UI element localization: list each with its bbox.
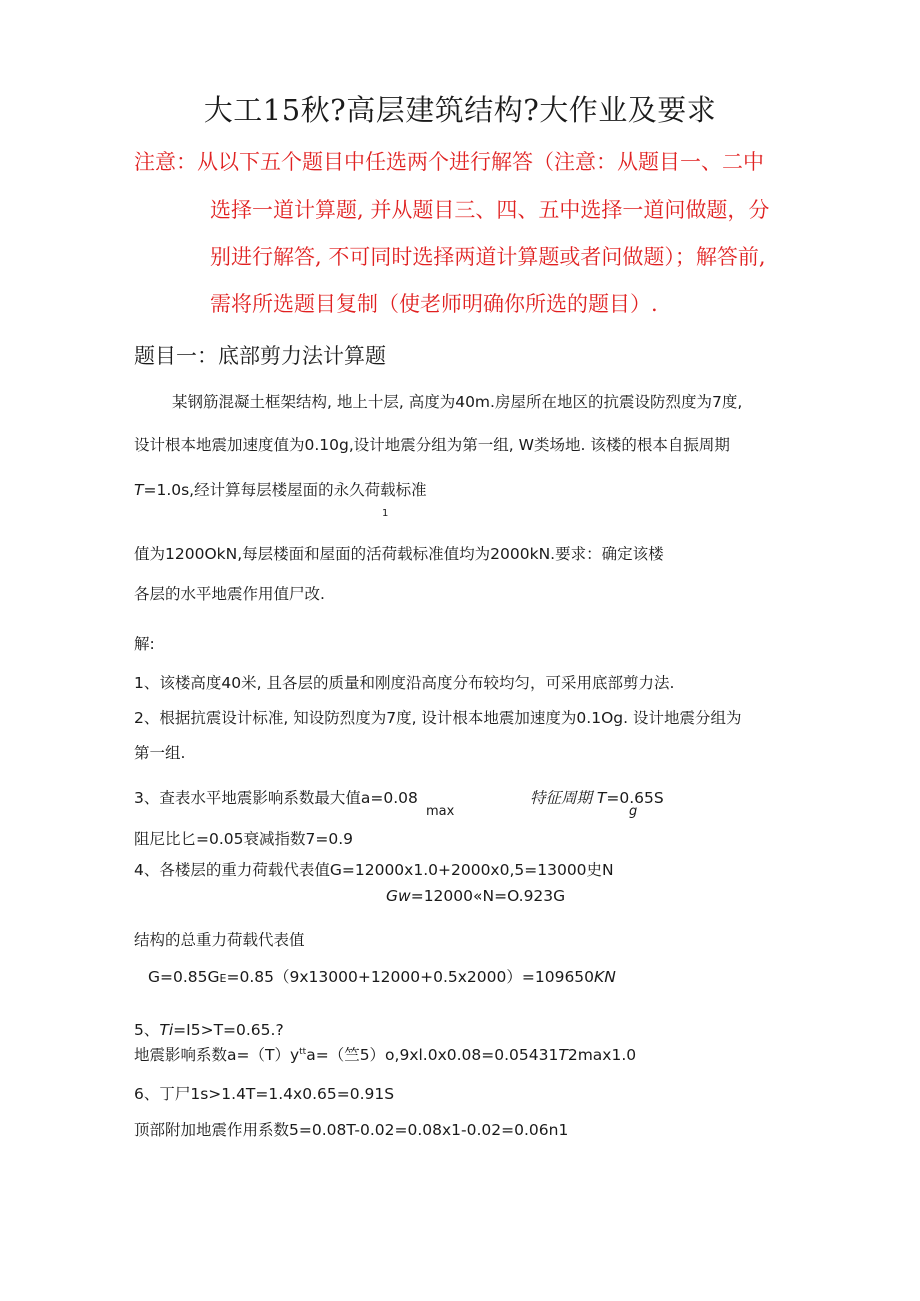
total-gravity-unit: KN	[594, 968, 616, 986]
seismic-coefficient-sup: tt	[299, 1046, 307, 1057]
solution-step-7: 顶部附加地震作用系数5=0.08T-0.02=0.08x1-0.02=0.06n1	[134, 1121, 569, 1139]
page-title: 大工15秋?高层建筑结构?大作业及要求	[203, 93, 717, 127]
solution-step-2b: 第一组.	[134, 744, 186, 762]
ti-comparison: =I5>T=0.65.?	[173, 1021, 284, 1039]
footnote-marker: 1	[382, 508, 389, 519]
gw-variable: Gw	[386, 887, 411, 905]
ti-variable: Ti	[159, 1021, 174, 1039]
seismic-coefficient-end: 2max1.0	[567, 1046, 637, 1064]
solution-step-3a: 3、查表水平地震影响系数最大值a=0.08	[134, 789, 418, 807]
period-variable: T	[134, 481, 144, 499]
total-gravity-sub: E	[219, 972, 227, 985]
notice-line-2: 选择一道计算题, 并从题目三、四、五中选择一道问做题，分	[210, 198, 770, 222]
subscript-max: max	[426, 804, 455, 819]
seismic-coefficient-b: a=（竺5）o,9xl.0x0.08=0.05431	[306, 1046, 559, 1064]
notice-line-3: 别进行解答, 不可同时选择两道计算题或者问做题）；解答前,	[210, 245, 766, 269]
gw-value: =12000«N=O.923G	[410, 887, 566, 905]
question-1-paragraph-3-text: =1.0s,经计算每层楼屋面的永久荷载标准	[143, 481, 427, 499]
characteristic-period	[530, 786, 664, 808]
step-5-number: 5、	[134, 1021, 160, 1039]
total-gravity-a: G=0.85G	[148, 968, 220, 986]
question-1-paragraph-1: 某钢筋混凝土框架结构, 地上十层, 高度为40m.房屋所在地区的抗震设防烈度为7度,	[172, 393, 743, 411]
solution-step-4c: 结构的总重力荷载代表值	[134, 931, 305, 949]
subscript-g: g	[629, 804, 638, 819]
total-gravity-b: =0.85（9x13000+12000+0.5x2000）=109650	[226, 968, 595, 986]
characteristic-period-value: =0.65S	[606, 789, 664, 807]
question-1-paragraph-5: 各层的水平地震作用值尸改.	[134, 585, 325, 603]
solution-step-2a: 2、根据抗震设计标准, 知设防烈度为7度, 设计根本地震加速度为0.1Og. 设计地震分组为	[134, 709, 742, 727]
solution-step-5b	[134, 1043, 636, 1065]
solution-step-4d	[148, 965, 616, 987]
characteristic-period-label: 特征周期 T	[530, 789, 607, 807]
seismic-coefficient-a: 地震影响系数a=（T）y	[134, 1046, 300, 1064]
question-1-paragraph-4: 值为1200OkN,每层楼面和屋面的活荷载标准值均为2000kN.要求：确定该楼	[134, 545, 664, 563]
solution-step-5a	[134, 1018, 284, 1040]
seismic-coefficient-var: T	[558, 1046, 568, 1064]
notice-line-4: 需将所选题目复制（使老师明确你所选的题目）.	[210, 292, 658, 316]
solution-step-3c: 阻尼比匕=0.05衰减指数7=0.9	[134, 830, 353, 848]
question-1-paragraph-2: 设计根本地震加速度值为0.10g,设计地震分组为第一组, W类场地. 该楼的根本自振周期	[134, 436, 730, 454]
solution-step-6: 6、丁尸1s>1.4T=1.4x0.65=0.91S	[134, 1085, 395, 1103]
question-1-heading: 题目一：底部剪力法计算题	[134, 344, 386, 368]
solution-step-4b	[386, 887, 565, 905]
notice-line-1: 注意：从以下五个题目中任选两个进行解答（注意：从题目一、二中	[134, 150, 764, 174]
solution-step-1: 1、该楼高度40米, 且各层的质量和刚度沿高度分布较均匀，可采用底部剪力法.	[134, 674, 675, 692]
question-1-paragraph-3	[134, 478, 427, 500]
solution-step-4a: 4、各楼层的重力荷载代表值G=12000x1.0+2000x0,5=13000史N	[134, 861, 614, 879]
solution-label: 解:	[134, 635, 155, 653]
